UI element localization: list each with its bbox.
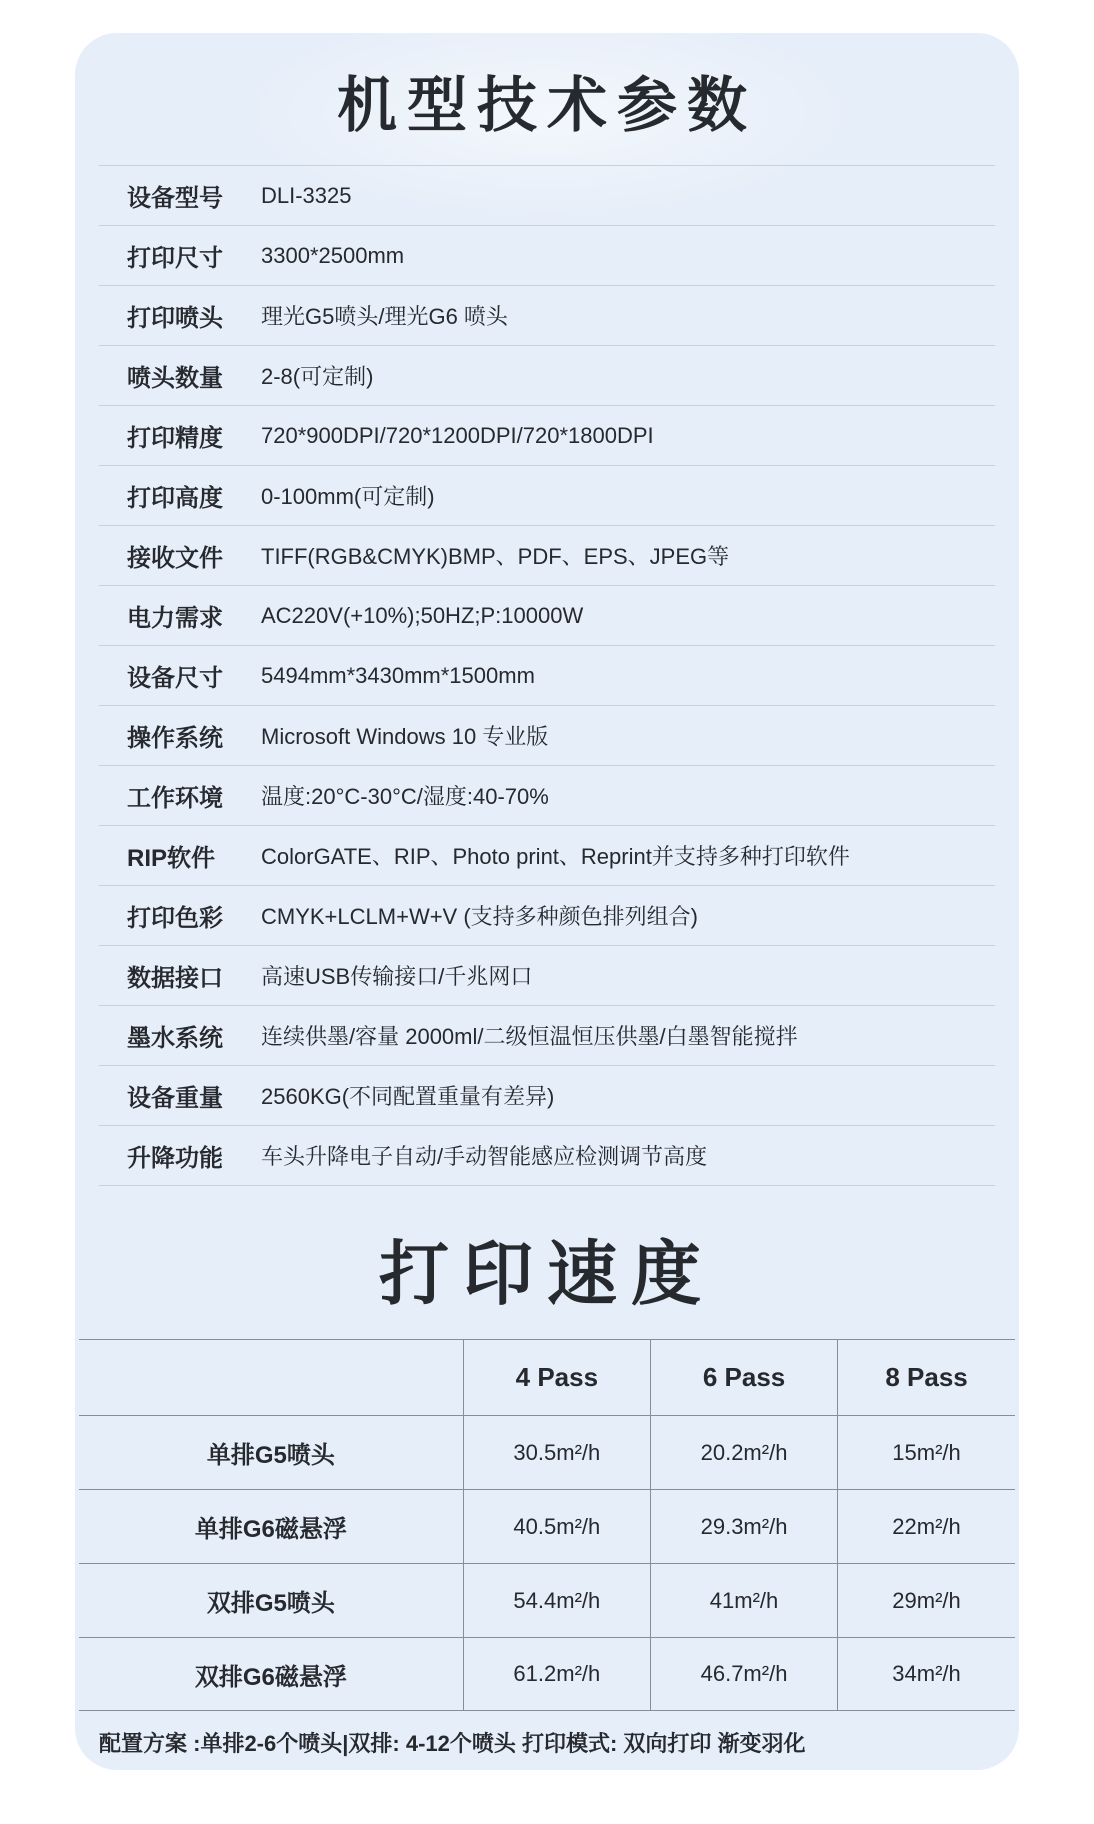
speed-value-cell: 20.2m²/h [650,1415,837,1489]
spec-row [99,406,995,466]
speed-value-cell: 46.7m²/h [650,1637,837,1711]
speed-value-cell: 29m²/h [837,1563,1015,1637]
spec-label: RIP软件 [127,845,216,872]
spec-row [99,1006,995,1066]
spec-row [99,886,995,946]
spec-label: 打印精度 [127,425,223,452]
spec-label: 设备型号 [127,185,223,212]
spec-label: 设备重量 [127,1085,223,1112]
speed-header-cell: 8 Pass [837,1339,1015,1415]
spec-label: 打印尺寸 [127,245,223,272]
spec-label: 喷头数量 [127,365,223,392]
specs-title: 机型技术参数 [337,72,757,139]
config-footnote: 配置方案 :单排2-6个喷头|双排: 4-12个喷头 打印模式: 双向打印 渐变羽化 [99,1731,806,1756]
spec-value: TIFF(RGB&CMYK)BMP、PDF、EPS、JPEG等 [261,544,730,569]
speed-row-label: 双排G5喷头 [79,1563,463,1637]
spec-value: DLI-3325 [261,182,352,208]
spec-value: 理光G5喷头/理光G6 喷头 [261,304,508,329]
speed-value-cell: 15m²/h [837,1415,1015,1489]
spec-row [99,766,995,826]
speed-table [79,1339,1015,1711]
speed-value-cell: 29.3m²/h [650,1489,837,1563]
speed-row-label: 双排G6磁悬浮 [79,1637,463,1711]
spec-row [99,946,995,1006]
spec-label: 接收文件 [127,545,223,572]
spec-label: 设备尺寸 [127,665,223,692]
spec-value: 0-100mm(可定制) [261,484,435,509]
spec-row [99,526,995,586]
speed-value-cell: 61.2m²/h [463,1637,650,1711]
spec-row [99,826,995,886]
spec-value: 2560KG(不同配置重量有差异) [261,1084,555,1109]
speed-value-cell: 34m²/h [837,1637,1015,1711]
spec-label: 数据接口 [127,965,223,992]
speed-value-cell: 41m²/h [650,1563,837,1637]
spec-table [99,165,995,1186]
spec-value: AC220V(+10%);50HZ;P:10000W [261,602,584,628]
spec-label: 打印色彩 [127,905,223,932]
speed-header-empty-cell [79,1339,463,1415]
spec-value: 2-8(可定制) [261,364,374,389]
spec-row [99,1066,995,1126]
spec-row [99,586,995,646]
speed-value-cell: 30.5m²/h [463,1415,650,1489]
spec-value: 温度:20°C-30°C/湿度:40-70% [261,784,549,809]
spec-value: 车头升降电子自动/手动智能感应检测调节高度 [261,1144,708,1169]
spec-value: 连续供墨/容量 2000ml/二级恒温恒压供墨/白墨智能搅拌 [261,1024,798,1049]
speed-row-label: 单排G5喷头 [79,1415,463,1489]
speed-title: 打印速度 [379,1235,715,1313]
spec-value: 5494mm*3430mm*1500mm [261,662,535,688]
speed-value-cell: 54.4m²/h [463,1563,650,1637]
spec-label: 工作环境 [127,785,223,812]
spec-value: CMYK+LCLM+W+V (支持多种颜色排列组合) [261,904,698,929]
spec-row [99,1126,995,1186]
speed-value-cell: 22m²/h [837,1489,1015,1563]
spec-label: 升降功能 [127,1145,223,1172]
spec-label: 电力需求 [127,605,223,632]
spec-value: 高速USB传输接口/千兆网口 [261,964,533,989]
spec-value: Microsoft Windows 10 专业版 [261,724,549,749]
spec-card [75,33,1019,1770]
spec-row [99,466,995,526]
spec-label: 墨水系统 [127,1025,223,1052]
spec-value: 720*900DPI/720*1200DPI/720*1800DPI [261,422,654,448]
spec-value: ColorGATE、RIP、Photo print、Reprint并支持多种打印软件 [261,844,850,869]
speed-header-cell: 4 Pass [463,1339,650,1415]
spec-label: 打印喷头 [127,305,223,332]
spec-row [99,226,995,286]
spec-row [99,166,995,226]
spec-row [99,706,995,766]
speed-row-label: 单排G6磁悬浮 [79,1489,463,1563]
spec-row [99,646,995,706]
spec-row [99,286,995,346]
spec-value: 3300*2500mm [261,242,405,268]
speed-header-cell: 6 Pass [650,1339,837,1415]
spec-label: 操作系统 [127,725,223,752]
speed-value-cell: 40.5m²/h [463,1489,650,1563]
spec-row [99,346,995,406]
spec-label: 打印高度 [127,485,223,512]
